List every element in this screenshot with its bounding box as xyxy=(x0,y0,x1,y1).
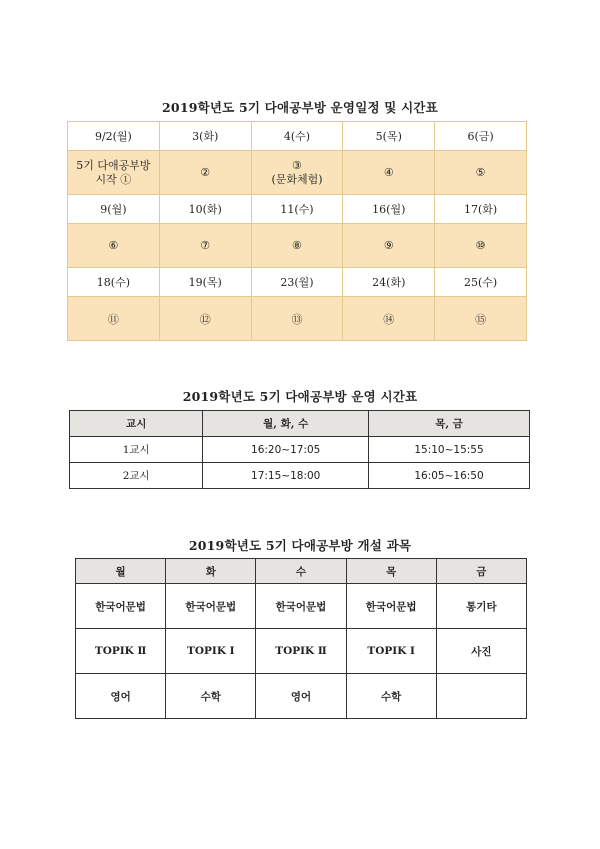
date-cell: 25(수) xyxy=(435,268,527,297)
event-line1: ⑦ xyxy=(200,239,211,252)
event-line1: ⑭ xyxy=(383,312,395,326)
timetable-table xyxy=(69,410,530,489)
event-cell xyxy=(68,151,160,195)
event-cell xyxy=(68,297,160,341)
event-cell xyxy=(68,224,160,268)
date-cell: 4(수) xyxy=(251,122,343,151)
header-cell: 교시 xyxy=(70,411,203,437)
period-cell: 2교시 xyxy=(70,463,203,489)
table-row xyxy=(76,629,527,674)
date-row xyxy=(68,122,527,151)
subject-cell: 한국어문법 xyxy=(256,584,346,629)
event-line1: ⑨ xyxy=(383,239,394,252)
date-cell: 19(목) xyxy=(159,268,251,297)
date-cell: 16(월) xyxy=(343,195,435,224)
header-cell: 목, 금 xyxy=(368,411,529,437)
event-cell xyxy=(159,224,251,268)
subjects-table xyxy=(75,558,527,719)
subject-cell: 수학 xyxy=(166,674,256,719)
event-cell xyxy=(251,224,343,268)
table-row xyxy=(70,437,530,463)
date-row xyxy=(68,268,527,297)
subject-cell: TOPIK Ⅱ xyxy=(256,629,346,674)
subject-cell: 영어 xyxy=(256,674,346,719)
event-cell xyxy=(343,297,435,341)
time-cell: 16:20~17:05 xyxy=(203,437,369,463)
event-line1: ⑥ xyxy=(108,239,119,252)
date-cell: 17(화) xyxy=(435,195,527,224)
subject-cell xyxy=(436,674,526,719)
period-cell: 1교시 xyxy=(70,437,203,463)
date-cell: 3(화) xyxy=(159,122,251,151)
event-line1: ⑪ xyxy=(107,312,119,326)
event-cell xyxy=(159,151,251,195)
event-line1: ⑬ xyxy=(291,312,303,326)
date-cell: 18(수) xyxy=(68,268,160,297)
event-line2: (문화체험) xyxy=(271,172,323,186)
date-cell: 24(화) xyxy=(343,268,435,297)
event-line1: ⑤ xyxy=(475,165,486,179)
event-line1: ⑧ xyxy=(292,239,302,252)
event-row xyxy=(68,297,527,341)
schedule-table xyxy=(67,121,527,341)
event-line1: ② xyxy=(200,165,211,179)
subjects-header-row xyxy=(76,559,527,584)
header-cell: 월 xyxy=(76,559,166,584)
header-cell: 목 xyxy=(346,559,436,584)
event-line1: ④ xyxy=(383,165,394,179)
event-row xyxy=(68,151,527,195)
event-cell xyxy=(435,151,527,195)
subject-cell: 한국어문법 xyxy=(166,584,256,629)
timetable-header-row xyxy=(70,411,530,437)
event-cell xyxy=(435,224,527,268)
time-cell: 15:10~15:55 xyxy=(368,437,529,463)
event-cell xyxy=(251,151,343,195)
event-line1: 5기 다애공부방 xyxy=(76,158,151,172)
event-cell xyxy=(251,297,343,341)
event-cell xyxy=(343,151,435,195)
event-line1: ③ xyxy=(292,158,302,172)
time-cell: 16:05~16:50 xyxy=(368,463,529,489)
event-cell xyxy=(343,224,435,268)
schedule-title: 2019학년도 5기 다애공부방 운영일정 및 시간표 xyxy=(162,100,438,115)
event-cell xyxy=(159,297,251,341)
time-cell: 17:15~18:00 xyxy=(203,463,369,489)
header-cell: 금 xyxy=(436,559,526,584)
subject-cell: 사진 xyxy=(436,629,526,674)
date-cell: 23(월) xyxy=(251,268,343,297)
subject-cell: TOPIK Ⅱ xyxy=(76,629,166,674)
subject-cell: 한국어문법 xyxy=(346,584,436,629)
header-cell: 수 xyxy=(256,559,346,584)
subject-cell: 영어 xyxy=(76,674,166,719)
event-line2: 시작 ① xyxy=(95,172,132,186)
header-cell: 화 xyxy=(166,559,256,584)
date-row xyxy=(68,195,527,224)
date-cell: 9(월) xyxy=(68,195,160,224)
table-row xyxy=(76,674,527,719)
event-line1: ⑮ xyxy=(475,312,487,326)
date-cell: 9/2(월) xyxy=(68,122,160,151)
subject-cell: TOPIK Ⅰ xyxy=(166,629,256,674)
table-row xyxy=(76,584,527,629)
subject-cell: 수학 xyxy=(346,674,436,719)
event-cell xyxy=(435,297,527,341)
table-row xyxy=(70,463,530,489)
event-line1: ⑫ xyxy=(199,312,211,326)
date-cell: 5(목) xyxy=(343,122,435,151)
date-cell: 11(수) xyxy=(251,195,343,224)
event-row xyxy=(68,224,527,268)
timetable-title: 2019학년도 5기 다애공부방 운영 시간표 xyxy=(182,389,418,404)
event-line1: ⑩ xyxy=(475,239,486,252)
header-cell: 월, 화, 수 xyxy=(203,411,369,437)
subjects-title: 2019학년도 5기 다애공부방 개설 과목 xyxy=(188,538,412,553)
subject-cell: 한국어문법 xyxy=(76,584,166,629)
date-cell: 10(화) xyxy=(159,195,251,224)
subject-cell: 통기타 xyxy=(436,584,526,629)
date-cell: 6(금) xyxy=(435,122,527,151)
subject-cell: TOPIK Ⅰ xyxy=(346,629,436,674)
